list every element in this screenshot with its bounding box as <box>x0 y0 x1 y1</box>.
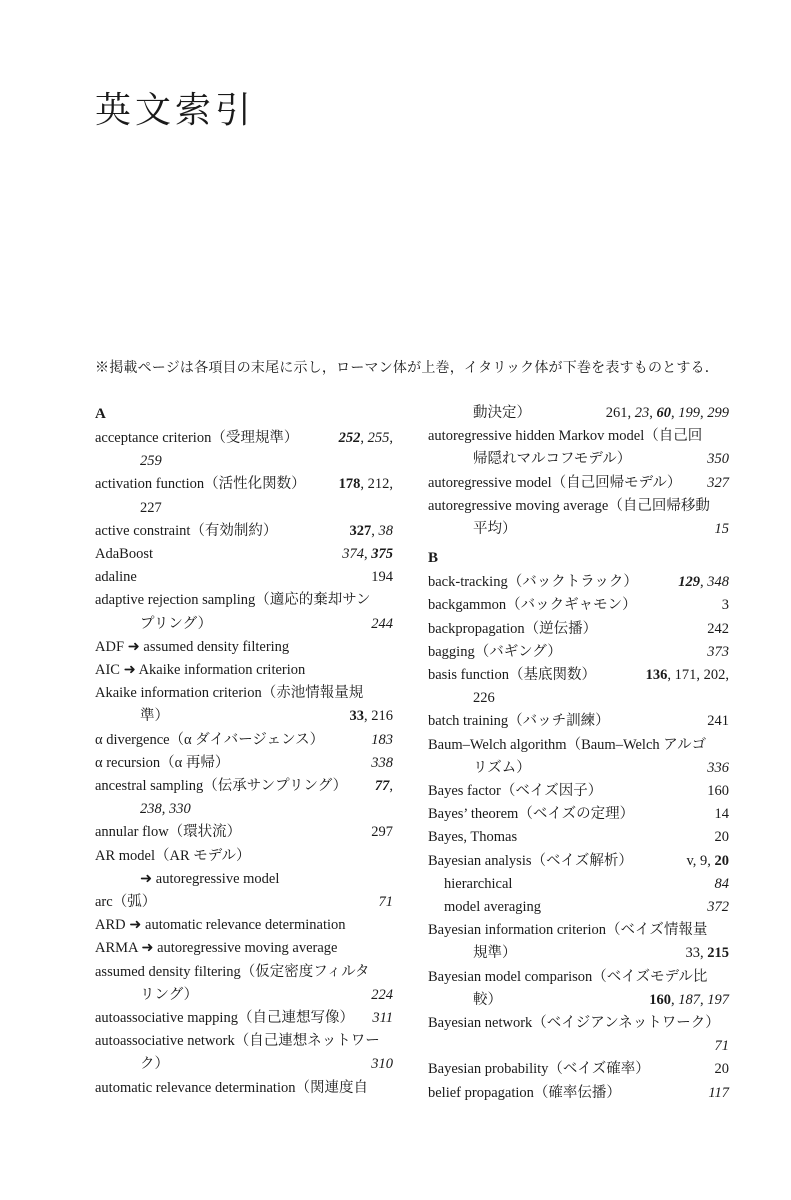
index-entry <box>428 1082 729 1105</box>
index-entry-line <box>428 664 729 687</box>
index-entry-line <box>428 942 729 965</box>
index-term: 規準） <box>473 945 517 962</box>
page-number: 136 <box>645 667 668 684</box>
page-numbers <box>707 618 729 641</box>
index-entry-line <box>428 734 729 757</box>
index-entry-line <box>95 543 393 566</box>
page-number: 215 <box>707 945 729 962</box>
page-number: , <box>700 574 708 591</box>
page-number: 372 <box>707 899 729 916</box>
index-term: 227 <box>140 499 162 516</box>
page-numbers <box>339 427 393 450</box>
index-term: arc（弧） <box>95 894 157 911</box>
index-entry <box>95 566 393 589</box>
page-number: , <box>389 778 393 795</box>
index-term: autoassociative network（自己連想ネットワー <box>95 1033 380 1050</box>
page-numbers <box>379 891 394 914</box>
index-entry <box>428 803 729 826</box>
page-number: 327 <box>349 522 372 539</box>
page-number: 197 <box>707 991 729 1008</box>
index-entry <box>95 589 393 635</box>
index-entry-line <box>95 798 393 821</box>
index-term: ARMA ➜ autoregressive moving average <box>95 940 338 957</box>
index-term: AIC ➜ Akaike information criterion <box>95 662 306 679</box>
index-entry-line <box>95 1077 393 1100</box>
index-term: プリング） <box>140 615 213 632</box>
index-entry-line <box>95 497 393 520</box>
index-entry <box>428 826 729 849</box>
index-entry-line <box>95 566 393 589</box>
page-numbers <box>715 826 730 849</box>
page-numbers <box>715 1035 730 1058</box>
page-number: 373 <box>707 643 729 660</box>
page-number: , 171, 202, <box>667 667 729 684</box>
index-entry <box>428 1058 729 1081</box>
index-entry-line <box>95 450 393 473</box>
index-subentry-line <box>428 873 729 896</box>
page-number: 183 <box>371 731 393 748</box>
index-entry-line <box>95 659 393 682</box>
index-entry-line <box>95 682 393 705</box>
index-entry <box>95 752 393 775</box>
page-number: 297 <box>371 824 393 841</box>
index-term: 較） <box>473 991 502 1008</box>
page-number: 299 <box>707 405 729 421</box>
index-term: 226 <box>473 690 495 707</box>
index-entry-line <box>95 775 393 798</box>
index-term: Bayesian information criterion（ベイズ情報量 <box>428 922 708 939</box>
index-term: automatic relevance determination（関連度自 <box>95 1079 368 1096</box>
index-entry <box>428 594 729 617</box>
index-entry <box>95 427 393 473</box>
index-term: bagging（バギング） <box>428 643 562 660</box>
index-entry <box>95 1030 393 1076</box>
index-entry-line <box>428 826 729 849</box>
index-term: Bayes, Thomas <box>428 829 518 846</box>
index-entry-line <box>95 868 393 891</box>
page-numbers <box>715 803 730 826</box>
page-number: 71 <box>378 894 393 911</box>
page-number: v, 9, <box>686 852 715 869</box>
index-entry <box>428 641 729 664</box>
page-number: 310 <box>371 1056 393 1073</box>
index-term: ARD ➜ automatic relevance determination <box>95 917 346 934</box>
index-entry-line <box>95 891 393 914</box>
page-number: 3 <box>721 597 729 614</box>
index-term: activation function（活性化関数） <box>95 476 306 493</box>
index-term: Bayesian probability（ベイズ確率） <box>428 1061 650 1078</box>
index-term: ancestral sampling（伝承サンプリング） <box>95 778 348 795</box>
index-entry-line <box>95 845 393 868</box>
index-entry <box>428 966 729 1012</box>
index-entry-line <box>95 984 393 1007</box>
index-entry <box>95 821 393 844</box>
index-term: AR model（AR モデル） <box>95 847 251 864</box>
page-numbers <box>350 705 394 728</box>
page-number: 71 <box>714 1038 729 1055</box>
index-term: back-tracking（バックトラック） <box>428 574 638 591</box>
page-numbers <box>371 613 393 636</box>
page-numbers <box>372 1007 393 1030</box>
page-number: 20 <box>714 852 729 869</box>
index-entry-line <box>428 518 729 541</box>
page-numbers <box>371 752 393 775</box>
page-numbers <box>707 757 729 780</box>
page-number: 117 <box>708 1084 729 1101</box>
page-number: , 212, <box>360 476 393 493</box>
index-entry-line <box>428 472 729 495</box>
page-number: 348 <box>707 574 729 591</box>
page-numbers <box>371 729 393 752</box>
page-numbers <box>678 571 729 594</box>
index-column-left <box>95 402 393 1100</box>
index-term: acceptance criterion（受理規準） <box>95 430 299 446</box>
page-numbers <box>715 873 730 896</box>
index-entry-line <box>95 520 393 543</box>
index-term: autoregressive hidden Markov model（自己回 <box>428 428 703 445</box>
index-entry-line <box>428 687 729 710</box>
page-numbers <box>707 448 729 471</box>
page-numbers <box>707 710 729 733</box>
index-entry-line <box>428 402 729 425</box>
index-entry-line <box>428 1082 729 1105</box>
index-entry-line <box>428 1058 729 1081</box>
page-numbers <box>606 402 729 425</box>
page-number: 77 <box>374 778 390 795</box>
index-term: autoregressive model（自己回帰モデル） <box>428 474 682 491</box>
page-numbers <box>371 984 393 1007</box>
page-number: , <box>671 991 679 1008</box>
page-numbers <box>649 989 729 1012</box>
index-term: Bayesian network（ベイジアンネットワーク） <box>428 1015 720 1032</box>
page-number: , <box>371 522 379 539</box>
index-entry <box>95 1077 393 1100</box>
page-numbers <box>722 594 729 617</box>
index-term: model averaging <box>444 899 542 916</box>
index-entry <box>95 961 393 1007</box>
index-term: backpropagation（逆伝播） <box>428 620 598 637</box>
index-entry <box>428 850 729 873</box>
index-term: assumed density filtering（仮定密度フィルタ <box>95 963 370 980</box>
index-entry <box>428 571 729 594</box>
page-number: 350 <box>707 451 729 468</box>
index-entry <box>428 495 729 541</box>
index-entry-line <box>95 1007 393 1030</box>
index-entry <box>428 710 729 733</box>
index-term: annular flow（環状流） <box>95 824 242 841</box>
index-entry <box>428 425 729 471</box>
index-term: Bayes factor（ベイズ因子） <box>428 783 603 800</box>
index-entry-line <box>428 1012 729 1035</box>
page-number: 327 <box>707 474 729 491</box>
index-entry <box>428 1012 729 1058</box>
page-number: 241 <box>707 713 729 730</box>
page-number: 33, <box>685 945 708 962</box>
index-entry <box>428 919 729 965</box>
index-entry-line <box>428 757 729 780</box>
index-term: active constraint（有効制約） <box>95 522 278 539</box>
index-entry <box>428 402 729 425</box>
index-term: Baum–Welch algorithm（Baum–Welch アルゴ <box>428 736 707 753</box>
index-term: Akaike information criterion（赤池情報量規 <box>95 685 364 702</box>
page-number: 224 <box>371 986 393 1003</box>
page-number: 178 <box>338 476 361 493</box>
page-number: 160 <box>707 783 729 800</box>
page-number: 252 <box>338 430 361 446</box>
page-number: , <box>360 430 368 446</box>
index-entry <box>428 734 729 780</box>
page-number: 129 <box>678 574 700 591</box>
entry-list-a <box>95 427 393 1100</box>
page-number: 20 <box>714 829 729 846</box>
index-entry <box>95 729 393 752</box>
index-entry-line <box>428 1035 729 1058</box>
index-entry <box>95 473 393 519</box>
page-number: 374 <box>342 546 364 563</box>
index-term: 238, 330 <box>140 801 191 818</box>
index-entry-line <box>428 919 729 942</box>
index-entry <box>95 775 393 821</box>
page-number: , <box>700 405 708 421</box>
page-numbers <box>715 1058 730 1081</box>
page-number: 194 <box>371 569 393 586</box>
index-entry <box>428 873 729 896</box>
page-number: 15 <box>714 521 729 538</box>
index-term: Bayesian analysis（ベイズ解析） <box>428 852 633 869</box>
index-entry-line <box>428 803 729 826</box>
page-number: , 216 <box>364 708 393 725</box>
index-term: adaline <box>95 569 137 586</box>
page-number: , <box>389 430 393 446</box>
page-title: 英文索引 <box>95 90 256 131</box>
index-entry <box>95 1007 393 1030</box>
page-number: , <box>700 991 708 1008</box>
index-entry-line <box>95 1053 393 1076</box>
page-numbers <box>686 850 729 873</box>
page-number: 84 <box>714 875 729 892</box>
index-term: AdaBoost <box>95 546 153 563</box>
page-number: 375 <box>371 546 393 563</box>
index-entry-line <box>95 729 393 752</box>
index-subentry-line <box>428 896 729 919</box>
page-numbers <box>708 1082 729 1105</box>
index-entry-line <box>95 613 393 636</box>
page-number: , <box>671 405 679 421</box>
index-term: ➜ autoregressive model <box>140 870 280 887</box>
index-term: 平均） <box>473 521 517 538</box>
page-number: 311 <box>372 1010 393 1027</box>
page-number: 244 <box>371 615 393 632</box>
index-entry-line <box>428 850 729 873</box>
page-numbers <box>375 775 393 798</box>
index-term: autoregressive moving average（自己回帰移動 <box>428 497 710 514</box>
page-numbers <box>371 566 393 589</box>
index-entry <box>95 891 393 914</box>
index-term: backgammon（バックギャモン） <box>428 597 637 614</box>
index-entry <box>428 664 729 710</box>
index-entry-line <box>428 966 729 989</box>
index-entry <box>95 914 393 937</box>
page-number: 242 <box>707 620 729 637</box>
index-entry <box>95 937 393 960</box>
page-numbers <box>707 472 729 495</box>
index-term: 帰隠れマルコフモデル） <box>473 451 632 468</box>
index-term: リズム） <box>473 759 531 776</box>
page-numbers <box>646 664 729 687</box>
page-numbers <box>715 518 730 541</box>
page-number: 187 <box>678 991 700 1008</box>
index-entry-line <box>428 780 729 803</box>
index-term: 動決定） <box>473 405 531 421</box>
index-entry-line <box>95 961 393 984</box>
index-term: α divergence（α ダイバージェンス） <box>95 731 325 748</box>
index-entry-line <box>95 821 393 844</box>
index-term: リング） <box>140 986 199 1003</box>
index-term: Bayesian model comparison（ベイズモデル比 <box>428 968 708 985</box>
page-numbers <box>350 520 394 543</box>
index-term: batch training（バッチ訓練） <box>428 713 610 730</box>
index-entry-line <box>95 705 393 728</box>
index-term: 259 <box>140 453 162 470</box>
page-number: , <box>364 546 372 563</box>
index-entry-line <box>428 495 729 518</box>
page-numbers <box>371 1053 393 1076</box>
page-number: 38 <box>378 522 393 539</box>
index-entry-line <box>95 1030 393 1053</box>
entry-list-continued <box>428 402 729 541</box>
page-number: 23 <box>634 405 650 421</box>
index-term: ク） <box>140 1056 169 1073</box>
section-letter-a: A <box>95 406 106 422</box>
index-entry <box>95 636 393 659</box>
page-number: 160 <box>649 991 671 1008</box>
section-letter-b: B <box>428 550 439 567</box>
index-entry-line <box>95 937 393 960</box>
index-entry <box>428 896 729 919</box>
index-entry-line <box>428 989 729 1012</box>
index-entry-line <box>95 589 393 612</box>
index-entry <box>95 543 393 566</box>
page-number: 261, <box>605 405 635 421</box>
index-entry-line <box>95 752 393 775</box>
index-entry-line <box>428 618 729 641</box>
index-entry-line <box>95 636 393 659</box>
index-entry-line <box>428 641 729 664</box>
index-entry <box>95 682 393 728</box>
page-number: 60 <box>656 405 671 421</box>
page-number: 336 <box>707 759 729 776</box>
page-numbers <box>707 780 729 803</box>
page-numbers <box>371 821 393 844</box>
entry-list-b <box>428 571 729 1105</box>
index-entry-line <box>95 427 393 450</box>
index-entry <box>428 618 729 641</box>
index-entry-line <box>428 448 729 471</box>
index-entry-line <box>428 425 729 448</box>
page-number: 14 <box>714 806 729 823</box>
index-entry <box>428 472 729 495</box>
index-entry <box>95 845 393 891</box>
page-numbers <box>686 942 730 965</box>
index-entry <box>95 520 393 543</box>
index-term: Bayes’ theorem（ベイズの定理） <box>428 806 635 823</box>
page-number: 255 <box>367 430 390 446</box>
index-term: hierarchical <box>444 875 513 892</box>
index-term: 準） <box>140 708 169 725</box>
index-note: ※掲載ページは各項目の末尾に示し，ローマン体が上巻，イタリック体が下巻を表すものとする． <box>95 361 719 376</box>
page-numbers <box>707 896 729 919</box>
index-entry-line <box>95 473 393 496</box>
index-term: α recursion（α 再帰） <box>95 754 230 771</box>
page-number: 338 <box>371 754 393 771</box>
page-numbers <box>342 543 393 566</box>
index-entry-line <box>428 710 729 733</box>
index-column-right <box>428 402 729 1105</box>
index-term: belief propagation（確率伝播） <box>428 1084 621 1101</box>
index-term: ADF ➜ assumed density filtering <box>95 638 290 655</box>
page-number: , <box>649 405 657 421</box>
page-numbers <box>339 473 393 496</box>
index-entry <box>95 659 393 682</box>
page-number: 33 <box>349 708 364 725</box>
page-number: 20 <box>714 1061 729 1078</box>
page-number: 199 <box>678 405 700 421</box>
index-entry <box>428 780 729 803</box>
index-entry-line <box>428 571 729 594</box>
index-entry-line <box>95 914 393 937</box>
index-term: autoassociative mapping（自己連想写像） <box>95 1010 354 1027</box>
index-entry-line <box>428 594 729 617</box>
index-term: adaptive rejection sampling（適応的棄却サン <box>95 592 371 609</box>
page-numbers <box>707 641 729 664</box>
index-term: basis function（基底関数） <box>428 667 596 684</box>
